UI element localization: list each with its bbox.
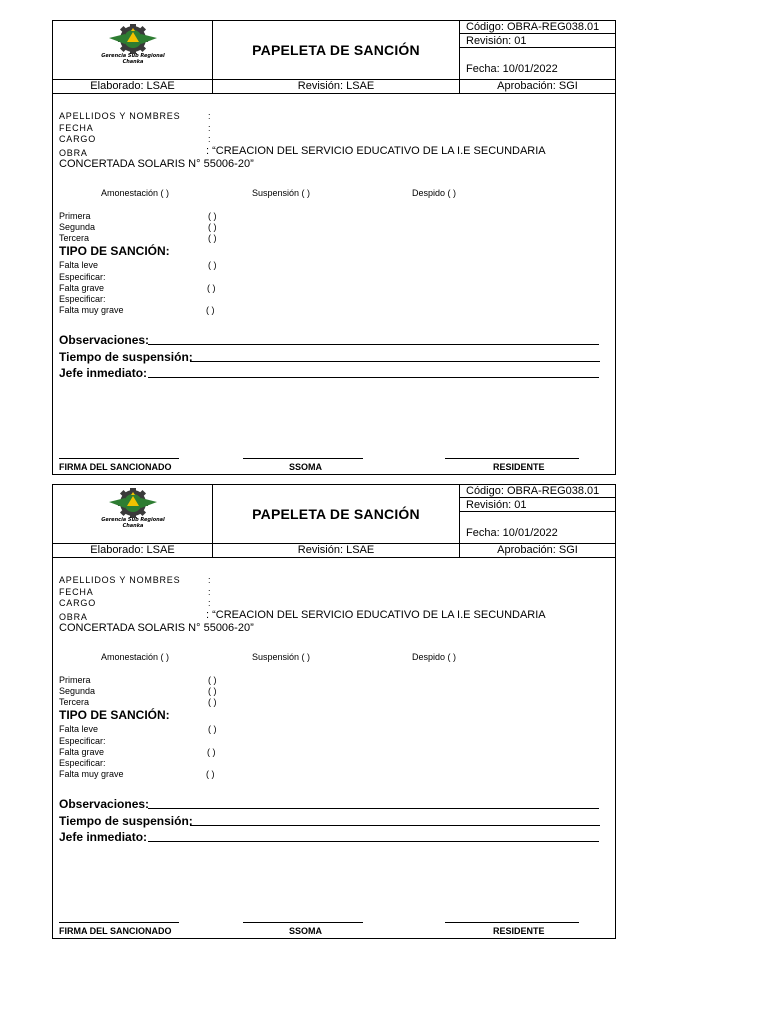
- option-amonestacion[interactable]: Amonestación ( ): [101, 188, 170, 198]
- field-label-obra: OBRA: [59, 148, 88, 158]
- tipo-heading: TIPO DE SANCIÓN:: [59, 244, 170, 258]
- colon: :: [208, 123, 211, 133]
- signature-line-sancionado[interactable]: [59, 922, 179, 923]
- occurrence-segunda: Segunda: [59, 222, 96, 232]
- checkbox-falta-grave[interactable]: ( ): [207, 747, 216, 757]
- checkbox-falta-muy-grave[interactable]: ( ): [206, 305, 215, 315]
- occurrence-tercera: Tercera: [59, 233, 90, 243]
- falta-muy-grave: Falta muy grave: [59, 769, 124, 779]
- checkbox-segunda[interactable]: ( ): [208, 222, 217, 232]
- checkbox-primera[interactable]: ( ): [208, 675, 217, 685]
- signature-line-residente[interactable]: [445, 458, 579, 459]
- tiempo-label: Tiempo de suspensión:: [59, 814, 193, 828]
- revision: Revisión: 01: [460, 499, 615, 512]
- observaciones-label: Observaciones:: [59, 797, 150, 811]
- sanction-form: [52, 484, 616, 939]
- form-header: [53, 485, 615, 544]
- field-label-cargo: CARGO: [59, 598, 97, 608]
- form-header: [53, 21, 615, 80]
- checkbox-falta-grave[interactable]: ( ): [207, 283, 216, 293]
- option-amonestacion[interactable]: Amonestación ( ): [101, 652, 170, 662]
- signature-line-sancionado[interactable]: [59, 458, 179, 459]
- tiempo-line[interactable]: [190, 361, 600, 362]
- revision: Revisión: 01: [460, 35, 615, 48]
- field-label-nombres: APELLIDOS Y NOMBRES: [59, 111, 181, 121]
- approval-row: [53, 80, 615, 94]
- colon: :: [208, 134, 211, 144]
- falta-leve: Falta leve: [59, 260, 99, 270]
- occurrence-segunda: Segunda: [59, 686, 96, 696]
- colon: :: [208, 111, 211, 121]
- form-title: PAPELETA DE SANCIÓN: [213, 485, 460, 543]
- checkbox-tercera[interactable]: ( ): [208, 697, 217, 707]
- logo-cell: [53, 485, 213, 543]
- signature-label-residente: RESIDENTE: [493, 926, 545, 936]
- colon: :: [208, 598, 211, 608]
- observaciones-line[interactable]: [148, 808, 599, 809]
- form-title: PAPELETA DE SANCIÓN: [213, 21, 460, 79]
- option-suspension[interactable]: Suspensión ( ): [252, 188, 311, 198]
- colon: :: [208, 575, 211, 585]
- checkbox-falta-leve[interactable]: ( ): [208, 260, 217, 270]
- codigo: Código: OBRA-REG038.01: [460, 485, 615, 498]
- logo-cell: [53, 21, 213, 79]
- falta-leve: Falta leve: [59, 724, 99, 734]
- logo-text: Gerencia Sub Regional Chanka: [101, 53, 165, 65]
- revision-by: Revisión: LSAE: [213, 80, 460, 93]
- aprobacion: Aprobación: SGI: [497, 80, 578, 92]
- field-label-obra: OBRA: [59, 612, 88, 622]
- obra-value-line1: : “CREACION DEL SERVICIO EDUCATIVO DE LA I.E SECUNDARIA: [206, 609, 546, 621]
- signature-label-sancionado: FIRMA DEL SANCIONADO: [59, 462, 172, 472]
- jefe-label: Jefe inmediato:: [59, 830, 148, 844]
- observaciones-label: Observaciones:: [59, 333, 150, 347]
- checkbox-primera[interactable]: ( ): [208, 211, 217, 221]
- especificar-grave: Especificar:: [59, 758, 106, 768]
- tiempo-label: Tiempo de suspensión:: [59, 350, 193, 364]
- tiempo-line[interactable]: [190, 825, 600, 826]
- signature-line-residente[interactable]: [445, 922, 579, 923]
- observaciones-line[interactable]: [148, 344, 599, 345]
- checkbox-segunda[interactable]: ( ): [208, 686, 217, 696]
- fecha: Fecha: 10/01/2022: [466, 527, 558, 539]
- field-label-nombres: APELLIDOS Y NOMBRES: [59, 575, 181, 585]
- checkbox-falta-muy-grave[interactable]: ( ): [206, 769, 215, 779]
- revision-by: Revisión: LSAE: [213, 544, 460, 557]
- checkbox-falta-leve[interactable]: ( ): [208, 724, 217, 734]
- jefe-line[interactable]: [148, 841, 599, 842]
- tipo-heading: TIPO DE SANCIÓN:: [59, 708, 170, 722]
- field-label-cargo: CARGO: [59, 134, 97, 144]
- falta-muy-grave: Falta muy grave: [59, 305, 124, 315]
- gear-logo-icon: [99, 24, 167, 54]
- signature-label-ssoma: SSOMA: [289, 462, 323, 472]
- especificar-leve: Especificar:: [59, 272, 106, 282]
- especificar-leve: Especificar:: [59, 736, 106, 746]
- obra-value-line1: : “CREACION DEL SERVICIO EDUCATIVO DE LA I.E SECUNDARIA: [206, 145, 546, 157]
- option-despido[interactable]: Despido ( ): [412, 652, 457, 662]
- occurrence-tercera: Tercera: [59, 697, 90, 707]
- signature-label-sancionado: FIRMA DEL SANCIONADO: [59, 926, 172, 936]
- approval-row: [53, 544, 615, 558]
- especificar-grave: Especificar:: [59, 294, 106, 304]
- logo-text: Gerencia Sub Regional Chanka: [101, 517, 165, 529]
- obra-value-line2: CONCERTADA SOLARIS N° 55006-20”: [59, 622, 254, 634]
- meta-cell: [460, 21, 615, 79]
- aprobacion: Aprobación: SGI: [497, 544, 578, 556]
- obra-value-line2: CONCERTADA SOLARIS N° 55006-20”: [59, 158, 254, 170]
- signature-line-ssoma[interactable]: [243, 458, 363, 459]
- field-label-fecha: FECHA: [59, 123, 94, 133]
- checkbox-tercera[interactable]: ( ): [208, 233, 217, 243]
- sanction-form: [52, 20, 616, 475]
- gear-logo-icon: [99, 488, 167, 518]
- field-label-fecha: FECHA: [59, 587, 94, 597]
- colon: :: [208, 587, 211, 597]
- codigo: Código: OBRA-REG038.01: [460, 21, 615, 34]
- option-despido[interactable]: Despido ( ): [412, 188, 457, 198]
- jefe-label: Jefe inmediato:: [59, 366, 148, 380]
- elaborado: Elaborado: LSAE: [53, 544, 213, 557]
- falta-grave: Falta grave: [59, 283, 105, 293]
- elaborado: Elaborado: LSAE: [53, 80, 213, 93]
- occurrence-primera: Primera: [59, 675, 91, 685]
- signature-label-ssoma: SSOMA: [289, 926, 323, 936]
- jefe-line[interactable]: [148, 377, 599, 378]
- occurrence-primera: Primera: [59, 211, 91, 221]
- option-suspension[interactable]: Suspensión ( ): [252, 652, 311, 662]
- meta-cell: [460, 485, 615, 543]
- signature-line-ssoma[interactable]: [243, 922, 363, 923]
- falta-grave: Falta grave: [59, 747, 105, 757]
- fecha: Fecha: 10/01/2022: [466, 63, 558, 75]
- signature-label-residente: RESIDENTE: [493, 462, 545, 472]
